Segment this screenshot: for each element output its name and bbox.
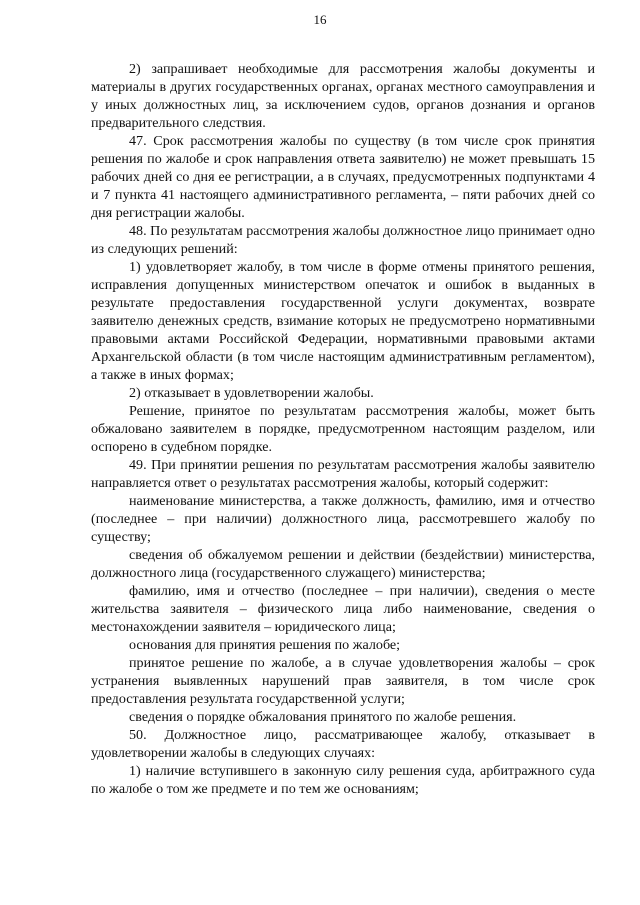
paragraph-49-appeal-procedure: сведения о порядке обжалования принятого по жалобе решения. <box>129 709 517 725</box>
paragraph-47-review-term: 47. Срок рассмотрения жалобы по существу (в том числе срок принятия решения по жалобе и срок направления ответа заявителю) не может превышать 15 рабочих дней со дня ее регистрации, а в случаях, предусмотренных подпунктами 4 и 7 пункта 41 настоящего административного регламента, – пяти рабочих дней со дня регистрации жалобы. <box>91 133 595 221</box>
paragraph-50-item-1-court-decision: 1) наличие вступившего в законную силу решения суда, арбитражного суда по жалобе о том же предмете и по тем же основаниям; <box>91 763 595 797</box>
paragraph-49-response: 49. При принятии решения по результатам рассмотрения жалобы заявителю направляется ответ о результатах рассмотрения жалобы, который содержит: <box>91 457 595 491</box>
paragraph-49-applicant-info: фамилию, имя и отчество (последнее – при наличии), сведения о месте жительства заявителя – физического лица либо наименование, сведения о местонахождении заявителя – юридического лица; <box>91 583 595 635</box>
paragraph-49-decision-taken: принятое решение по жалобе, а в случае удовлетворения жалобы – срок устранения выявленных нарушений прав заявителя, в том числе срок предоставления результата государственной услуги; <box>91 655 595 707</box>
paragraph-48-decisions: 48. По результатам рассмотрения жалобы должностное лицо принимает одно из следующих решений: <box>91 223 595 257</box>
paragraph-49-grounds: основания для принятия решения по жалобе; <box>129 637 401 653</box>
document-body <box>91 60 595 798</box>
paragraph-48-item-2-reject: 2) отказывает в удовлетворении жалобы. <box>129 385 374 401</box>
paragraph-49-appealed-decision: сведения об обжалуемом решении и действии (бездействии) министерства, должностного лица (государственного служащего) министерства; <box>91 547 595 581</box>
paragraph-48-item-1-satisfy: 1) удовлетворяет жалобу, в том числе в форме отмены принятого решения, исправления допущенных министерством опечаток и ошибок в выданных в результате предоставления государственной услуги документах, возврате заявителю денежных средств, взимание которых не предусмотрено нормативными правовыми актами Российской Федерации, нормативными правовыми актами Архангельской области (в том числе настоящим административным регламентом), а также в иных формах; <box>91 259 595 383</box>
page-number: 16 <box>313 12 327 27</box>
paragraph-item-2-request-documents: 2) запрашивает необходимые для рассмотрения жалобы документы и материалы в других государственных органах, органах местного самоуправления и у иных должностных лиц, за исключением судов, органов дознания и органов предварительного следствия. <box>91 61 595 131</box>
paragraph-49-ministry-name: наименование министерства, а также должность, фамилию, имя и отчество (последнее – при наличии) должностного лица, рассмотревшего жалобу по существу; <box>91 493 595 545</box>
paragraph-50-refusal: 50. Должностное лицо, рассматривающее жалобу, отказывает в удовлетворении жалобы в следующих случаях: <box>91 727 595 761</box>
paragraph-appeal-decision: Решение, принятое по результатам рассмотрения жалобы, может быть обжаловано заявителем в порядке, предусмотренном настоящим разделом, или оспорено в судебном порядке. <box>91 403 595 455</box>
